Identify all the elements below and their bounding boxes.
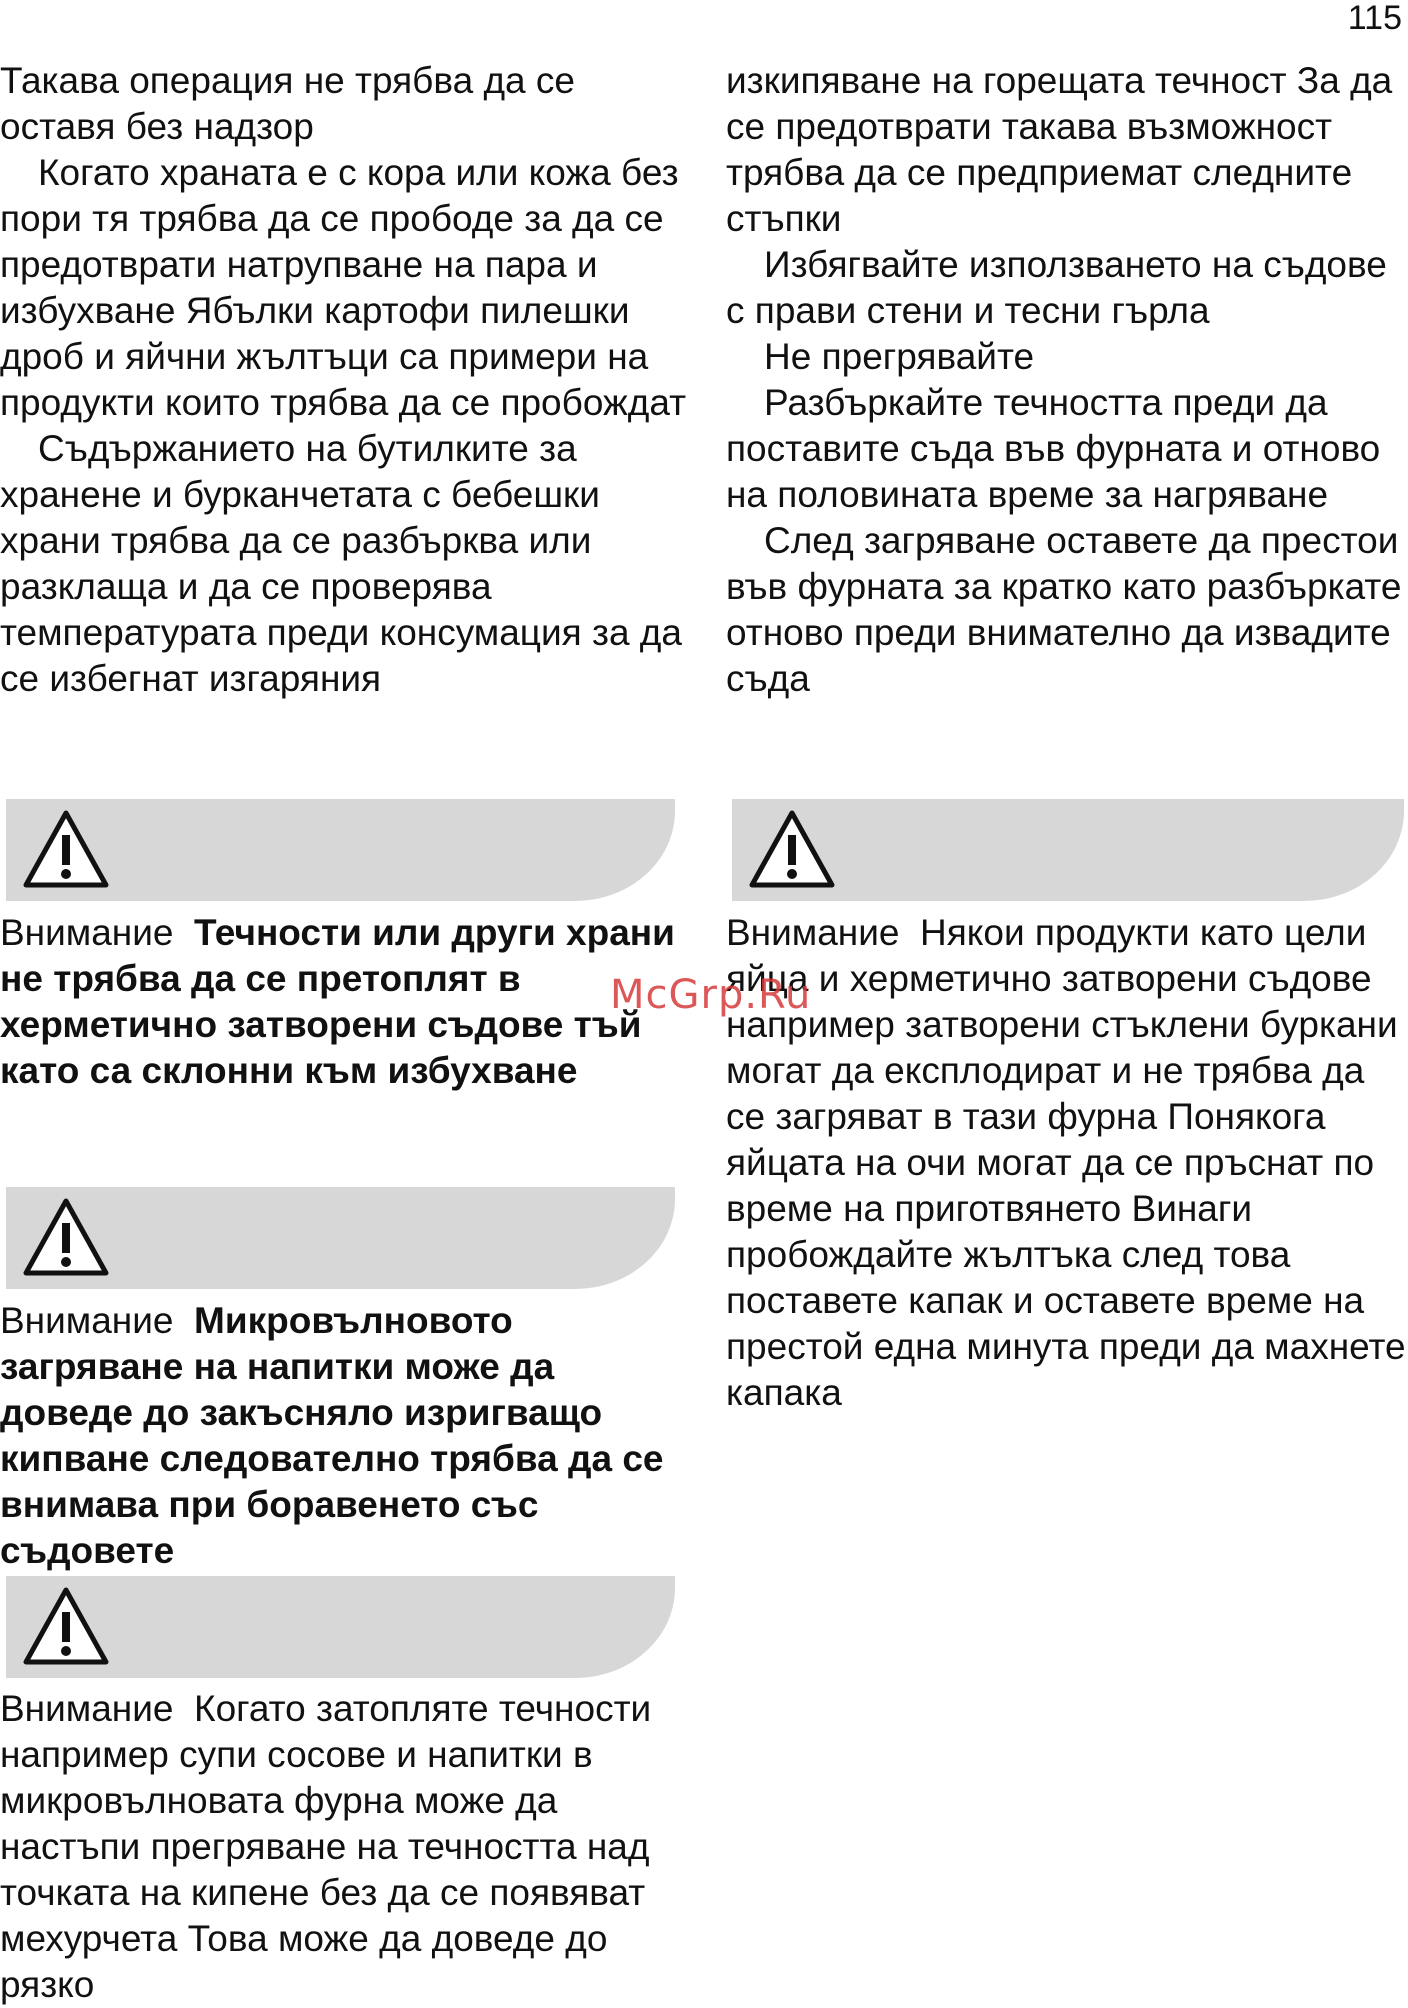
warning-text: Някои продукти като цели яйца и херметично затворени съдове например затворени стъклени буркани могат да експлодират и не трябва да се загряват в тази фурна Понякога яйцата на очи могат да се пръснат по време на приготвянето Винаги пробождайте жълтъка след това поставете капак и оставете време на престой една минута преди да махнете капака [726, 912, 1406, 1413]
warning-bar [6, 1187, 675, 1289]
warning-label: Внимание [0, 1300, 174, 1341]
paragraph: изкипяване на горещата течност За да се предотврати такава възможност трябва да се предприемат следните стъпки [726, 60, 1393, 239]
page-number: 115 [1347, 0, 1402, 37]
warning-block [0, 910, 690, 1094]
paragraph: Не прегрявайте [764, 336, 1035, 377]
warning-text: Течности или други храни не трябва да се претоплят в херметично затворени съдове тъй като са склонни към избухване [0, 912, 675, 1091]
warning-block [0, 1298, 690, 1574]
warning-block [0, 1686, 690, 2008]
paragraph: Разбъркайте течността преди да поставите съда във фурната и отново на половината време за нагряване [726, 382, 1381, 515]
warning-bar [732, 799, 1404, 901]
warning-triangle-icon [20, 1584, 112, 1670]
paragraph: Когато храната е с кора или кожа без пори тя трябва да се прободе за да се предотврати натрупване на пара и избухване Ябълки картофи пилешки дроб и яйчни жълтъци са примери на продукти които трябва да се пробождат [0, 152, 687, 423]
left-column [0, 58, 690, 702]
paragraph: Съдържанието на бутилките за хранене и бурканчетата с бебешки храни трябва да се разбърква или разклаща и да се проверява температурата преди консумация за да се избегнат изгаряния [0, 428, 682, 699]
paragraph: Такава операция не трябва да се оставя без надзор [0, 60, 575, 147]
warning-bar [6, 1576, 675, 1678]
warning-label: Внимание [0, 912, 174, 953]
right-column [726, 58, 1408, 702]
warning-triangle-icon [20, 807, 112, 893]
warning-label: Внимание [0, 1688, 174, 1729]
paragraph: След загряване оставете да престои във фурната за кратко като разбъркате отново преди внимателно да извадите съда [726, 520, 1402, 699]
paragraph: Избягвайте използването на съдове с прави стени и тесни гърла [726, 244, 1387, 331]
warning-triangle-icon [20, 1195, 112, 1281]
warning-label: Внимание [726, 912, 900, 953]
warning-text: Когато затопляте течности например супи сосове и напитки в микровълновата фурна може да настъпи прегряване на течността над точката на кипене без да се появяват мехурчета Това може да доведе до рязко [0, 1688, 652, 2005]
watermark: McGrp.Ru [610, 972, 812, 1018]
warning-block [726, 910, 1408, 1416]
warning-text: Микровълновото загряване на напитки може да доведе до закъсняло изригващо кипване следователно трябва да се внимава при боравенето със съдовете [0, 1300, 664, 1571]
warning-bar [6, 799, 675, 901]
warning-triangle-icon [746, 807, 838, 893]
